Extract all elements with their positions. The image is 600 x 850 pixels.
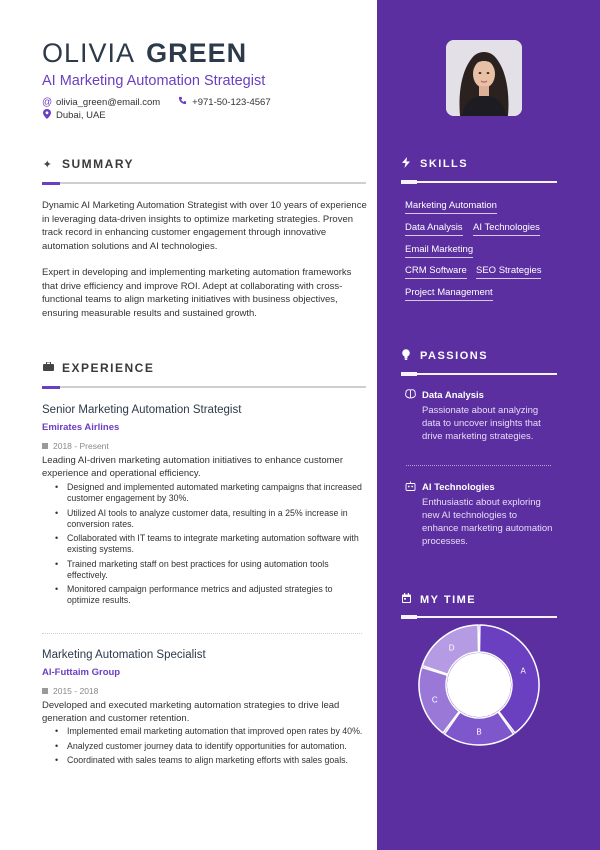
location-row bbox=[42, 109, 106, 122]
job-separator bbox=[42, 633, 362, 634]
last-name: GREEN bbox=[146, 38, 248, 68]
list-item: • Utilized AI tools to analyze customer data, resulting in a 25% increase in conversion rates. bbox=[55, 508, 367, 530]
my-time-heading: MY TIME bbox=[420, 593, 477, 606]
job-dates bbox=[42, 441, 109, 451]
robot-icon bbox=[404, 481, 416, 493]
passion-description: Passionate about analyzing data to uncover insights that drive marketing strategies. bbox=[422, 405, 541, 442]
skill-tag: Project Management bbox=[405, 287, 493, 301]
first-name: OLIVIA bbox=[42, 38, 134, 68]
list-item: • Analyzed customer journey data to identify opportunities for automation. bbox=[55, 741, 367, 752]
skill-tag: Marketing Automation bbox=[405, 200, 497, 214]
profile-photo bbox=[446, 40, 522, 116]
my-time-donut-chart bbox=[418, 624, 540, 746]
brain-icon bbox=[404, 389, 416, 401]
list-item: • Implemented email marketing automation that improved open rates by 40%. bbox=[55, 726, 367, 737]
donut-label-b: B bbox=[476, 727, 482, 737]
section-divider bbox=[401, 616, 557, 618]
section-divider bbox=[42, 182, 366, 184]
donut-label-c: C bbox=[431, 695, 438, 705]
at-icon: @ bbox=[42, 96, 53, 108]
skills-section-header bbox=[401, 157, 557, 183]
email-link[interactable]: olivia_green@email.com bbox=[56, 96, 161, 108]
job-bullets bbox=[55, 726, 367, 770]
skill-tag: Data Analysis bbox=[405, 222, 463, 236]
calendar-icon bbox=[42, 443, 48, 449]
list-item: • Monitored campaign performance metrics and adjusted strategies to optimize results. bbox=[55, 584, 367, 606]
skills-heading: SKILLS bbox=[420, 158, 469, 170]
job-bullets bbox=[55, 482, 367, 610]
sparkle-icon: ✦ bbox=[42, 158, 54, 171]
job-title: Senior Marketing Automation Strategist bbox=[42, 404, 242, 416]
phone-number[interactable]: +971-50-123-4567 bbox=[192, 96, 271, 108]
passion-item bbox=[404, 481, 554, 548]
section-divider bbox=[42, 386, 366, 388]
job-description: Leading AI-driven marketing automation initiatives to enhance customer experience and operational efficiency. bbox=[42, 455, 344, 479]
list-item: • Collaborated with IT teams to integrate marketing automation software with existing systems. bbox=[55, 533, 367, 555]
job-dates bbox=[42, 686, 98, 696]
company-name: Al-Futtaim Group bbox=[42, 667, 121, 678]
passion-title: AI Technologies bbox=[422, 481, 495, 493]
job-dates-text: 2018 - Present bbox=[53, 441, 109, 451]
passion-description: Enthusiastic about exploring new AI technologies to enhance marketing automation processes. bbox=[422, 497, 553, 547]
contact-row bbox=[42, 96, 271, 108]
donut-label-d: D bbox=[448, 643, 455, 653]
skill-tag: AI Technologies bbox=[473, 222, 540, 236]
summary-paragraph-2: Expert in developing and implementing marketing automation frameworks that drive efficiency and improve ROI. Adept at collaborating with cross-functional teams to align marketing initiatives with business objectives, ensuring measurable results and sustained growth. bbox=[42, 267, 352, 319]
list-item: • Trained marketing staff on best practices for using automation tools effectively. bbox=[55, 559, 367, 581]
bolt-icon bbox=[401, 157, 411, 171]
list-item: • Designed and implemented automated marketing campaigns that increased customer engagement by 30%. bbox=[55, 482, 367, 504]
job-title: Marketing Automation Specialist bbox=[42, 649, 206, 661]
summary-section-header bbox=[42, 157, 366, 184]
job-dates-text: 2015 - 2018 bbox=[53, 686, 99, 696]
briefcase-icon bbox=[42, 362, 54, 374]
lightbulb-icon bbox=[401, 349, 411, 363]
my-time-section-header bbox=[401, 593, 557, 618]
passion-item bbox=[404, 389, 554, 443]
pin-icon bbox=[42, 109, 51, 122]
phone-icon bbox=[178, 96, 187, 108]
experience-heading: EXPERIENCE bbox=[62, 361, 155, 375]
summary-heading: SUMMARY bbox=[62, 157, 135, 171]
skill-tag: Email Marketing bbox=[405, 244, 473, 258]
location-text: Dubai, UAE bbox=[56, 110, 106, 121]
donut-label-a: A bbox=[520, 666, 526, 676]
candidate-name bbox=[42, 38, 247, 69]
list-item: • Coordinated with sales teams to align marketing efforts with sales goals. bbox=[55, 755, 367, 766]
summary-paragraph-1: Dynamic AI Marketing Automation Strategist with over 10 years of experience in leveraging data-driven insights to optimize marketing strategies. Proven track record in enhancing customer engagement through innovative automation solutions and AI technologies. bbox=[42, 200, 367, 252]
donut-center bbox=[447, 653, 511, 717]
job-description: Developed and executed marketing automation strategies to drive lead generation and customer retention. bbox=[42, 700, 340, 724]
calendar-icon bbox=[42, 688, 48, 694]
section-divider bbox=[401, 181, 557, 183]
calendar-icon bbox=[401, 593, 411, 606]
passion-title: Data Analysis bbox=[422, 389, 484, 401]
skill-tag: CRM Software bbox=[405, 265, 467, 279]
skill-tag: SEO Strategies bbox=[476, 265, 541, 279]
passions-heading: PASSIONS bbox=[420, 350, 489, 362]
experience-section-header bbox=[42, 361, 366, 388]
company-name: Emirates Airlines bbox=[42, 422, 120, 433]
passion-separator bbox=[406, 465, 551, 466]
job-role: AI Marketing Automation Strategist bbox=[42, 73, 266, 89]
section-divider bbox=[401, 373, 557, 375]
passions-section-header bbox=[401, 349, 557, 375]
